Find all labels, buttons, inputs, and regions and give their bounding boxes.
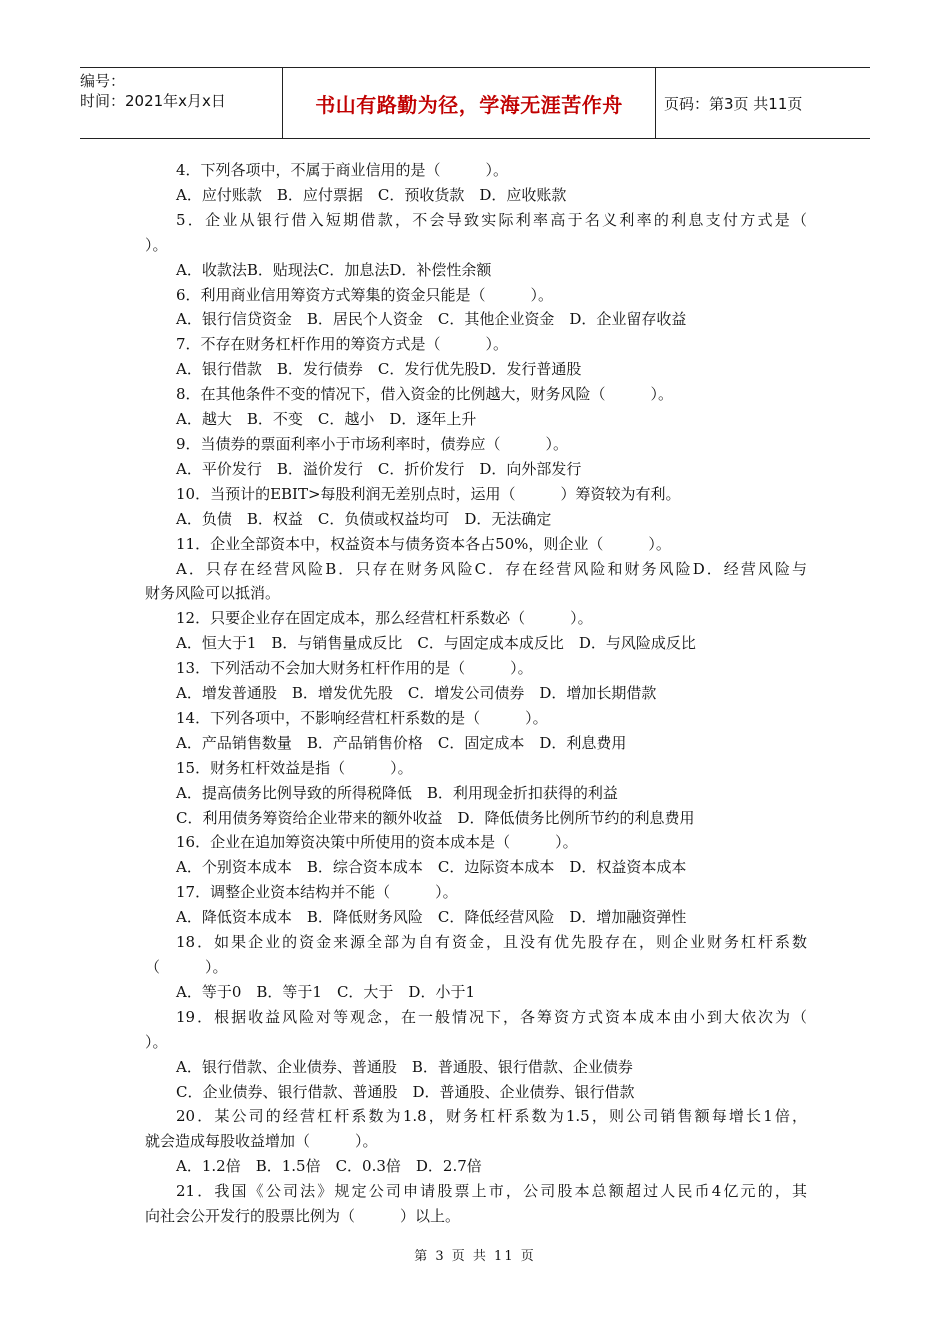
text-line: 15．财务杠杆效益是指（ ）。 <box>176 758 413 777</box>
text-line: A．银行信贷资金 B．居民个人资金 C．其他企业资金 D．企业留存收益 <box>176 310 687 329</box>
text-line: 9．当债券的票面利率小于市场利率时，债券应（ ）。 <box>176 434 569 453</box>
text-line: A．增发普通股 B．增发优先股 C．增发公司债券 D．增加长期借款 <box>176 684 657 703</box>
text-line: 18．如果企业的资金来源全部为自有资金，且没有优先股存在，则企业财务杠杆系数 <box>176 933 807 952</box>
text-line: A．应付账款 B．应付票据 C．预收货款 D．应收账款 <box>176 185 567 204</box>
text-line: 21．我国《公司法》规定公司申请股票上市，公司股本总额超过人民币4亿元的，其 <box>176 1182 807 1201</box>
text-line: A．越大 B．不变 C．越小 D．逐年上升 <box>176 410 477 429</box>
text-line: C．企业债券、银行借款、普通股 D．普通股、企业债券、银行借款 <box>176 1082 635 1101</box>
text-line: 20．某公司的经营杠杆系数为1.8，财务杠杆系数为1.5，则公司销售额每增长1倍， <box>176 1107 807 1126</box>
text-line: 14．下列各项中，不影响经营杠杆系数的是（ ）。 <box>176 708 548 727</box>
text-line: 8．在其他条件不变的情况下，借入资金的比例越大，财务风险（ ）。 <box>176 385 674 404</box>
text-line: A．银行借款 B．发行债券 C．发行优先股D．发行普通股 <box>176 360 582 379</box>
text-line: ）。 <box>145 1032 168 1051</box>
number-label: 编号： <box>80 72 126 90</box>
text-line: A．产品销售数量 B．产品销售价格 C．固定成本 D．利息费用 <box>176 733 627 752</box>
text-line: A．银行借款、企业债券、普通股 B．普通股、银行借款、企业债券 <box>176 1057 633 1076</box>
text-line: A．个别资本成本 B．综合资本成本 C．边际资本成本 D．权益资本成本 <box>176 858 687 877</box>
text-line: A．负债 B．权益 C．负债或权益均可 D．无法确定 <box>176 509 552 528</box>
text-line: 16．企业在追加筹资决策中所使用的资本成本是（ ）。 <box>176 833 578 852</box>
text-line: 4．下列各项中，不属于商业信用的是（ ）。 <box>176 161 509 179</box>
text-line: A．提高债务比例导致的所得税降低 B．利用现金折扣获得的利益 <box>176 783 618 802</box>
header-motto: 书山有路勤为径，学海无涯苦作舟 <box>282 68 656 138</box>
text-line: 10．当预计的EBIT>每股利润无差别点时，运用（ ）筹资较为有利。 <box>176 484 681 503</box>
text-line: 19．根据收益风险对等观念，在一般情况下，各筹资方式资本成本由小到大依次为（ <box>176 1007 807 1026</box>
text-line: ）。 <box>145 235 168 254</box>
text-line: 5．企业从银行借入短期借款，不会导致实际利率高于名义利率的利息支付方式是（ <box>176 210 807 229</box>
text-line: 财务风险可以抵消。 <box>145 584 281 603</box>
text-line: 向社会公开发行的股票比例为（ ）以上。 <box>145 1207 461 1226</box>
text-line: C．利用债务筹资给企业带来的额外收益 D．降低债务比例所节约的利息费用 <box>176 808 695 827</box>
text-line: 13．下列活动不会加大财务杠杆作用的是（ ）。 <box>176 659 533 678</box>
page-footer: 第 3 页 共 11 页 <box>414 1249 536 1264</box>
text-line: 11．企业全部资本中，权益资本与债务资本各占50%，则企业（ ）。 <box>176 534 671 553</box>
text-line: 17．调整企业资本结构并不能（ ）。 <box>176 883 458 902</box>
text-line: （ ）。 <box>145 958 228 976</box>
date-label: 时间：2021年x月x日 <box>80 92 226 110</box>
text-line: A．1.2倍 B．1.5倍 C．0.3倍 D．2.7倍 <box>176 1157 482 1176</box>
text-line: 12．只要企业存在固定成本，那么经营杠杆系数必（ ）。 <box>176 609 593 628</box>
text-line: A．平价发行 B．溢价发行 C．折价发行 D．向外部发行 <box>176 459 582 478</box>
text-line: A．恒大于1 B．与销售量成反比 C．与固定成本成反比 D．与风险成反比 <box>176 634 696 653</box>
text-line: 就会造成每股收益增加（ ）。 <box>145 1132 378 1151</box>
header-page-info: 页码：第3页 共11页 <box>664 94 803 113</box>
header-left-cell <box>80 68 282 141</box>
text-line: A．收款法B．贴现法C．加息法D．补偿性余额 <box>176 260 492 279</box>
page-header <box>80 67 870 139</box>
text-line: 7．不存在财务杠杆作用的筹资方式是（ ）。 <box>176 335 509 354</box>
text-line: 6．利用商业信用筹资方式筹集的资金只能是（ ）。 <box>176 285 554 304</box>
text-line: A．降低资本成本 B．降低财务风险 C．降低经营风险 D．增加融资弹性 <box>176 908 687 927</box>
text-line: A．只存在经营风险B．只存在财务风险C．存在经营风险和财务风险D．经营风险与 <box>176 559 807 578</box>
document-body <box>145 158 807 1229</box>
text-line: A．等于0 B．等于1 C．大于 D．小于1 <box>176 982 475 1001</box>
